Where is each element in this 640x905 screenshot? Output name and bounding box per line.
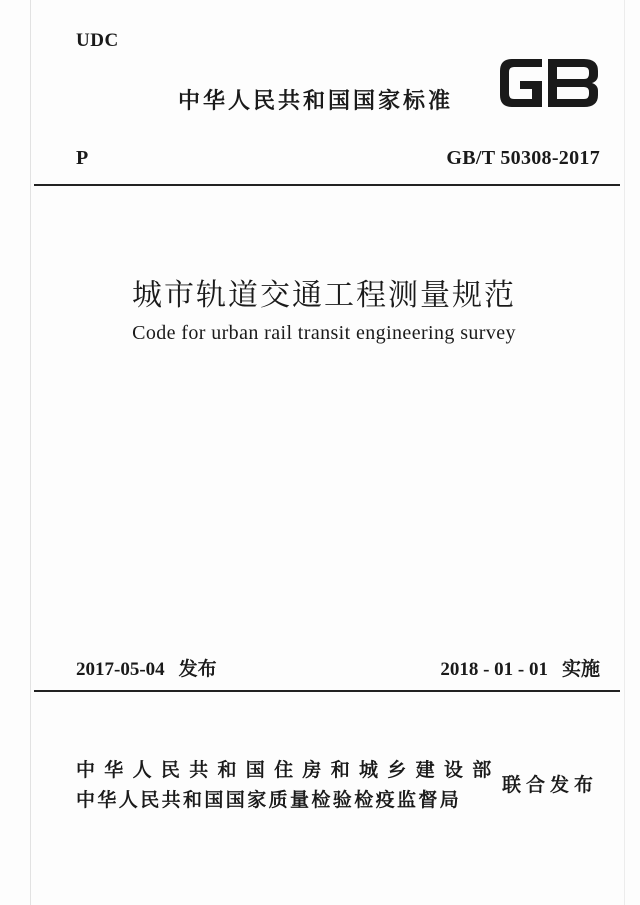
divider-bottom [34,690,620,692]
issuer-line-1: 中华人民共和国住房和城乡建设部 [76,759,501,781]
issue-label: 发布 [178,658,217,680]
implementation-date: 2018 - 01 - 01 [440,659,548,680]
joint-issue-label: 联合发布 [502,774,599,796]
standard-type-heading: 中华人民共和国国家标准 [178,89,454,114]
issue-date-block [76,654,217,681]
divider-top [34,184,620,186]
issue-date: 2017-05-04 [76,659,165,680]
category-code: P [76,147,89,169]
udc-label: UDC [76,30,119,51]
page-edge-right [624,0,625,905]
title-chinese: 城市轨道交通工程测量规范 [132,278,516,313]
issuer-line-2: 中华人民共和国国家质量检验检疫监督局 [76,789,462,811]
implementation-label: 实施 [561,658,600,680]
standard-number: GB/T 50308-2017 [446,147,600,169]
page-edge-left [30,0,31,905]
gb-logo-icon [496,55,602,111]
title-english: Code for urban rail transit engineering survey [132,322,516,344]
implementation-date-block [440,654,600,681]
